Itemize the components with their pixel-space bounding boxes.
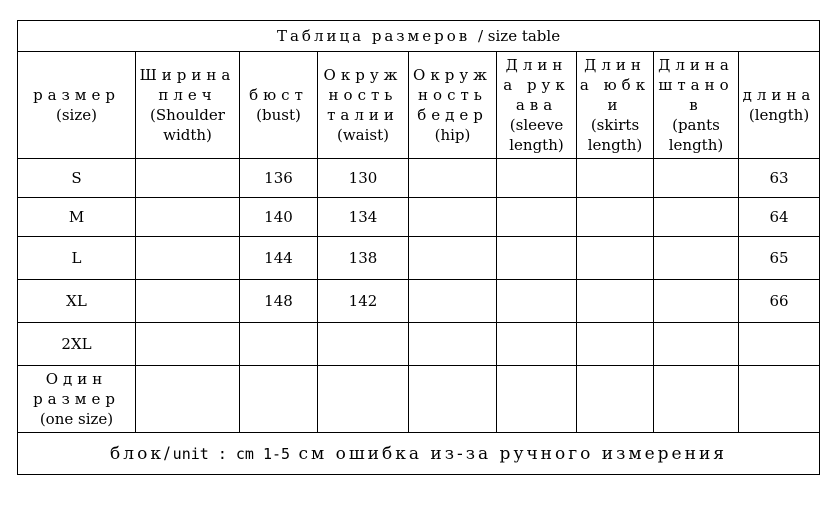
hip-cell <box>409 237 497 280</box>
size-cell-one-size: Один размер (one size) <box>18 366 136 433</box>
bust-cell <box>240 366 318 433</box>
size-cell: L <box>18 237 136 280</box>
length-cell <box>739 323 820 366</box>
hip-cell <box>409 159 497 198</box>
size-cell: M <box>18 198 136 237</box>
skirt-cell <box>577 198 654 237</box>
bust-cell: 136 <box>240 159 318 198</box>
hip-cell <box>409 323 497 366</box>
hip-cell <box>409 366 497 433</box>
bust-cell: 148 <box>240 280 318 323</box>
table-footer-note: блок/unit : cm 1-5 см ошибка из-за ручного измерения <box>18 433 820 475</box>
sleeve-cell <box>497 198 577 237</box>
size-cell: S <box>18 159 136 198</box>
waist-cell <box>318 366 409 433</box>
pants-cell <box>654 198 739 237</box>
table-row-one-size <box>18 366 820 433</box>
bust-cell: 140 <box>240 198 318 237</box>
shoulder-cell <box>136 280 240 323</box>
shoulder-cell <box>136 159 240 198</box>
skirt-cell <box>577 366 654 433</box>
shoulder-cell <box>136 198 240 237</box>
header-row <box>18 52 820 159</box>
length-cell: 64 <box>739 198 820 237</box>
column-header-bust: бюст (bust) <box>240 52 318 159</box>
length-cell: 65 <box>739 237 820 280</box>
pants-cell <box>654 280 739 323</box>
skirt-cell <box>577 323 654 366</box>
table-row <box>18 159 820 198</box>
column-header-pants: Длина штанов (pants length) <box>654 52 739 159</box>
waist-cell: 134 <box>318 198 409 237</box>
size-cell: XL <box>18 280 136 323</box>
hip-cell <box>409 198 497 237</box>
bust-cell <box>240 323 318 366</box>
size-table <box>17 20 820 475</box>
pants-cell <box>654 323 739 366</box>
table-title-en: / size table <box>477 27 561 45</box>
pants-cell <box>654 366 739 433</box>
bust-cell: 144 <box>240 237 318 280</box>
shoulder-cell <box>136 237 240 280</box>
table-row <box>18 237 820 280</box>
column-header-sleeve: Длина рукава (sleeve length) <box>497 52 577 159</box>
skirt-cell <box>577 159 654 198</box>
column-header-size: размер (size) <box>18 52 136 159</box>
column-header-waist: Окружность талии (waist) <box>318 52 409 159</box>
table-row <box>18 323 820 366</box>
waist-cell <box>318 323 409 366</box>
table-row <box>18 280 820 323</box>
column-header-skirt: Длина юбки (skirts length) <box>577 52 654 159</box>
waist-cell: 142 <box>318 280 409 323</box>
table-title-ru: Таблица размеров <box>276 27 471 45</box>
sleeve-cell <box>497 280 577 323</box>
waist-cell: 130 <box>318 159 409 198</box>
column-header-hip: Окружность бедер (hip) <box>409 52 497 159</box>
shoulder-cell <box>136 323 240 366</box>
skirt-cell <box>577 237 654 280</box>
table-row <box>18 198 820 237</box>
length-cell <box>739 366 820 433</box>
sleeve-cell <box>497 323 577 366</box>
pants-cell <box>654 237 739 280</box>
size-cell: 2XL <box>18 323 136 366</box>
column-header-shoulder: Ширина плеч (Shoulder width) <box>136 52 240 159</box>
sleeve-cell <box>497 159 577 198</box>
hip-cell <box>409 280 497 323</box>
length-cell: 63 <box>739 159 820 198</box>
shoulder-cell <box>136 366 240 433</box>
sleeve-cell <box>497 366 577 433</box>
column-header-length: длина (length) <box>739 52 820 159</box>
waist-cell: 138 <box>318 237 409 280</box>
length-cell: 66 <box>739 280 820 323</box>
skirt-cell <box>577 280 654 323</box>
table-title <box>18 21 820 52</box>
pants-cell <box>654 159 739 198</box>
sleeve-cell <box>497 237 577 280</box>
